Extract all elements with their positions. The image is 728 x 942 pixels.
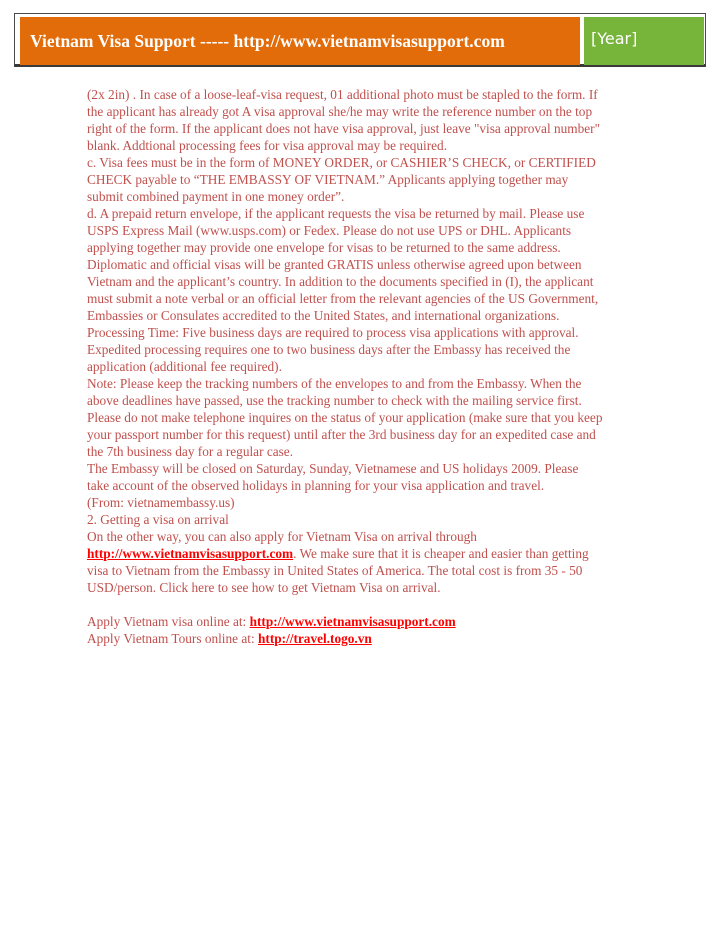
- body-text-line: blank. Addtional processing fees for visa approval may be required.: [87, 138, 448, 153]
- body-text-line: the applicant has already got A visa approval she/he may write the reference number on the top: [87, 104, 593, 119]
- body-text-line: On the other way, you can also apply for Vietnam Visa on arrival through: [87, 529, 477, 544]
- body-text-line: Vietnam and the applicant’s country. In addition to the documents specified in (I), the applicant: [87, 274, 594, 289]
- body-text-line: your passport number for this request) until after the 3rd business day for an expedited case and: [87, 427, 596, 442]
- body-text-line: Note: Please keep the tracking numbers of the envelopes to and from the Embassy. When the: [87, 376, 582, 391]
- body-text-line: submit combined payment in one money order”.: [87, 189, 345, 204]
- closing-paragraph: [87, 562, 657, 596]
- body-text-line: right of the form. If the applicant does not have visa approval, just leave "visa approval number": [87, 121, 601, 136]
- apply-visa-line: [87, 613, 657, 630]
- apply-tours-line: [87, 630, 657, 647]
- body-text-line: Embassies or Consulates accredited to the United States, and international organizations.: [87, 308, 560, 323]
- apply-visa-link[interactable]: http://www.vietnamvisasupport.com: [249, 614, 456, 629]
- header-title: Vietnam Visa Support ----- http://www.vietnamvisasupport.com: [20, 17, 580, 65]
- body-text-line: application (additional fee required).: [87, 359, 282, 374]
- body-text-line: The Embassy will be closed on Saturday, Sunday, Vietnamese and US holidays 2009. Please: [87, 461, 579, 476]
- body-text-line: must submit a note verbal or an official letter from the relevant agencies of the US Government,: [87, 291, 599, 306]
- header-year: [Year]: [584, 17, 704, 65]
- apply-tours-label: Apply Vietnam Tours online at:: [87, 631, 258, 646]
- document-body: [87, 86, 657, 647]
- body-text-line: Diplomatic and official visas will be granted GRATIS unless otherwise agreed upon between: [87, 257, 582, 272]
- body-text-line: c. Visa fees must be in the form of MONEY ORDER, or CASHIER’S CHECK, or CERTIFIED: [87, 155, 596, 170]
- body-text-line: CHECK payable to “THE EMBASSY OF VIETNAM.” Applicants applying together may: [87, 172, 569, 187]
- apply-visa-label: Apply Vietnam visa online at:: [87, 614, 250, 629]
- body-text-line: USPS Express Mail (www.usps.com) or Fedex. Please do not use UPS or DHL. Applicants: [87, 223, 572, 238]
- arrival-link-tail: . We make sure that it is cheaper and easier than getting: [293, 546, 589, 561]
- arrival-link-line: [87, 545, 657, 562]
- body-text-line: (2x 2in) . In case of a loose-leaf-visa request, 01 additional photo must be stapled to the form. If: [87, 87, 598, 102]
- arrival-link[interactable]: http://www.vietnamvisasupport.com: [87, 546, 294, 561]
- body-text-line: the 7th business day for a regular case.: [87, 444, 294, 459]
- body-text-line: Expedited processing requires one to two business days after the Embassy has received the: [87, 342, 571, 357]
- body-text-line: above deadlines have passed, use the tracking number to check with the mailing service first.: [87, 393, 582, 408]
- body-paragraph: [87, 86, 657, 545]
- apply-tours-link[interactable]: http://travel.togo.vn: [258, 631, 372, 646]
- spacer: [87, 596, 657, 613]
- body-text-line: take account of the observed holidays in planning for your visa application and travel.: [87, 478, 545, 493]
- body-text-line: Processing Time: Five business days are required to process visa applications with approval.: [87, 325, 579, 340]
- body-text-line: d. A prepaid return envelope, if the applicant requests the visa be returned by mail. Please use: [87, 206, 585, 221]
- body-text-line: 2. Getting a visa on arrival: [87, 512, 229, 527]
- body-text-line: Please do not make telephone inquires on the status of your application (make sure that you keep: [87, 410, 603, 425]
- closing-text-line: visa to Vietnam from the Embassy in United States of America. The total cost is from 35 - 50: [87, 563, 583, 578]
- closing-text-line: USD/person. Click here to see how to get Vietnam Visa on arrival.: [87, 580, 441, 595]
- body-text-line: applying together may provide one envelope for visas to be returned to the same address.: [87, 240, 561, 255]
- body-text-line: (From: vietnamembassy.us): [87, 495, 235, 510]
